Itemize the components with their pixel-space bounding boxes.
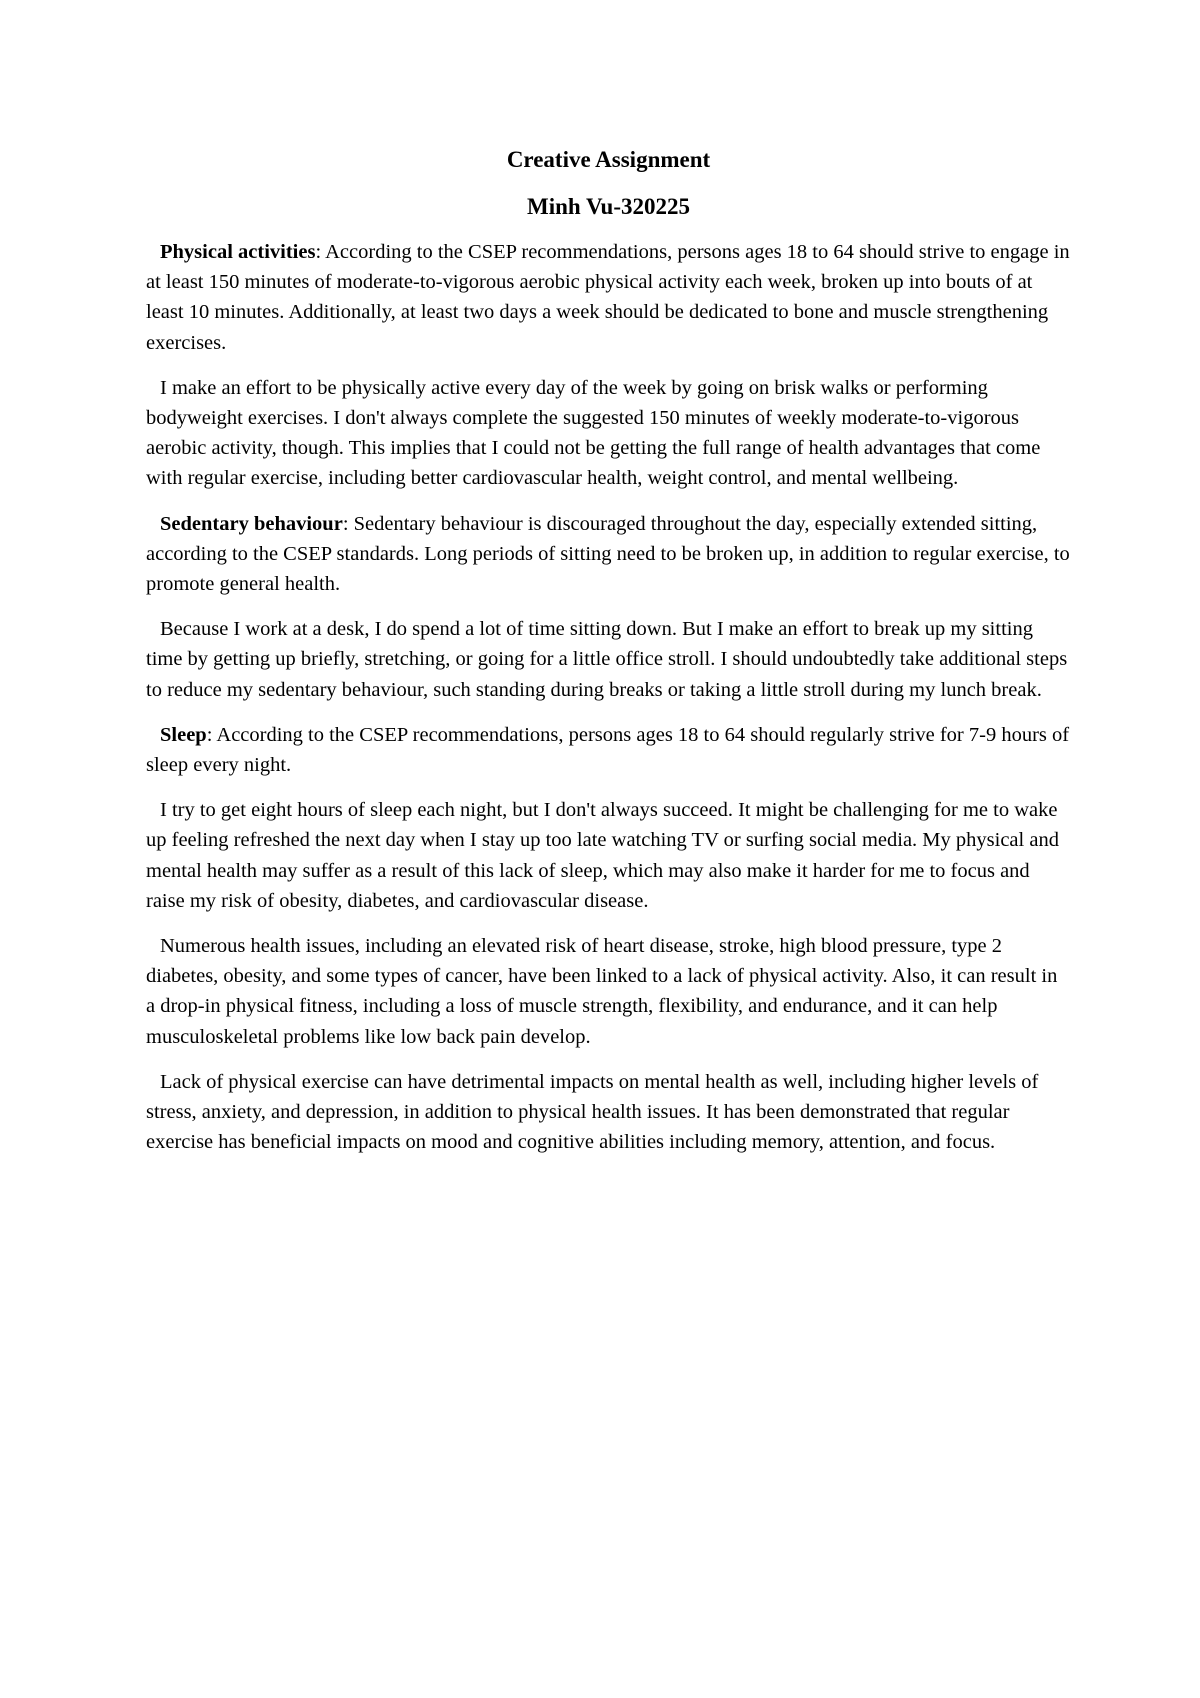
section-label-physical-activities: Physical activities bbox=[160, 241, 316, 263]
section-label-sedentary-behaviour: Sedentary behaviour bbox=[160, 512, 343, 535]
paragraph-physical-activities bbox=[146, 237, 1071, 358]
paragraph-sleep-reflection bbox=[146, 795, 1071, 916]
paragraph-text: : According to the CSEP recommendations, persons ages 18 to 64 should strive to engage in at least 150 minutes of moderate-to-vigorous aerobic physical activity each week, broken up into bouts of at least 10 minutes. Additionally, at least two days a week should be dedicated to bone and muscle strengthening exercises. bbox=[146, 241, 1070, 354]
author-line: Minh Vu-320225 bbox=[527, 194, 690, 219]
section-label-sleep: Sleep bbox=[160, 723, 207, 746]
paragraph-text: : According to the CSEP recommendations, persons ages 18 to 64 should regularly strive for 7-9 hours of sleep every night. bbox=[146, 723, 1070, 777]
paragraph-text: Lack of physical exercise can have detrimental impacts on mental health as well, including higher levels of stress, anxiety, and depression, in addition to physical health issues. It has been demonstrated that regular exercise has beneficial impacts on mood and cognitive abilities including memory, attention, and focus. bbox=[146, 1070, 1039, 1154]
paragraph-text: I try to get eight hours of sleep each night, but I don't always succeed. It might be challenging for me to wake up feeling refreshed the next day when I stay up too late watching TV or surfing social media. My physical and mental health may suffer as a result of this lack of sleep, which may also make it harder for me to focus and raise my risk of obesity, diabetes, and cardiovascular disease. bbox=[146, 799, 1059, 912]
paragraph-mental-health bbox=[146, 1067, 1071, 1158]
paragraph-text: I make an effort to be physically active every day of the week by going on brisk walks or performing bodyweight exercises. I don't always complete the suggested 150 minutes of weekly moderate-to-vigorous aerobic activity, though. This implies that I could not be getting the full range of health advantages that come with regular exercise, including better cardiovascular health, weight control, and mental wellbeing. bbox=[146, 376, 1041, 490]
paragraph-sleep bbox=[146, 720, 1071, 780]
paragraph-text: Because I work at a desk, I do spend a lot of time sitting down. But I make an effort to break up my sitting time by getting up briefly, stretching, or going for a little office stroll. I should undoubtedly take additional steps to reduce my sedentary behaviour, such standing during breaks or taking a little stroll during my lunch break. bbox=[146, 618, 1068, 701]
paragraph-activity-reflection bbox=[146, 373, 1071, 494]
paragraph-health-issues bbox=[146, 931, 1071, 1052]
document-body bbox=[146, 145, 1071, 1172]
paragraph-text: Numerous health issues, including an elevated risk of heart disease, stroke, high blood pressure, type 2 diabetes, obesity, and some types of cancer, have been linked to a lack of physical activity. Also, it can result in a drop-in physical fitness, including a loss of muscle strength, flexibility, and endurance, and it can help musculoskeletal problems like low back pain develop. bbox=[146, 935, 1058, 1048]
paragraph-sedentary-reflection bbox=[146, 614, 1071, 705]
paragraph-text: : Sedentary behaviour is discouraged throughout the day, especially extended sitting, according to the CSEP standards. Long periods of sitting need to be broken up, in addition to regular exercise, to promote general health. bbox=[146, 512, 1070, 596]
document-title: Creative Assignment bbox=[506, 147, 711, 172]
paragraph-sedentary-behaviour bbox=[146, 509, 1071, 600]
